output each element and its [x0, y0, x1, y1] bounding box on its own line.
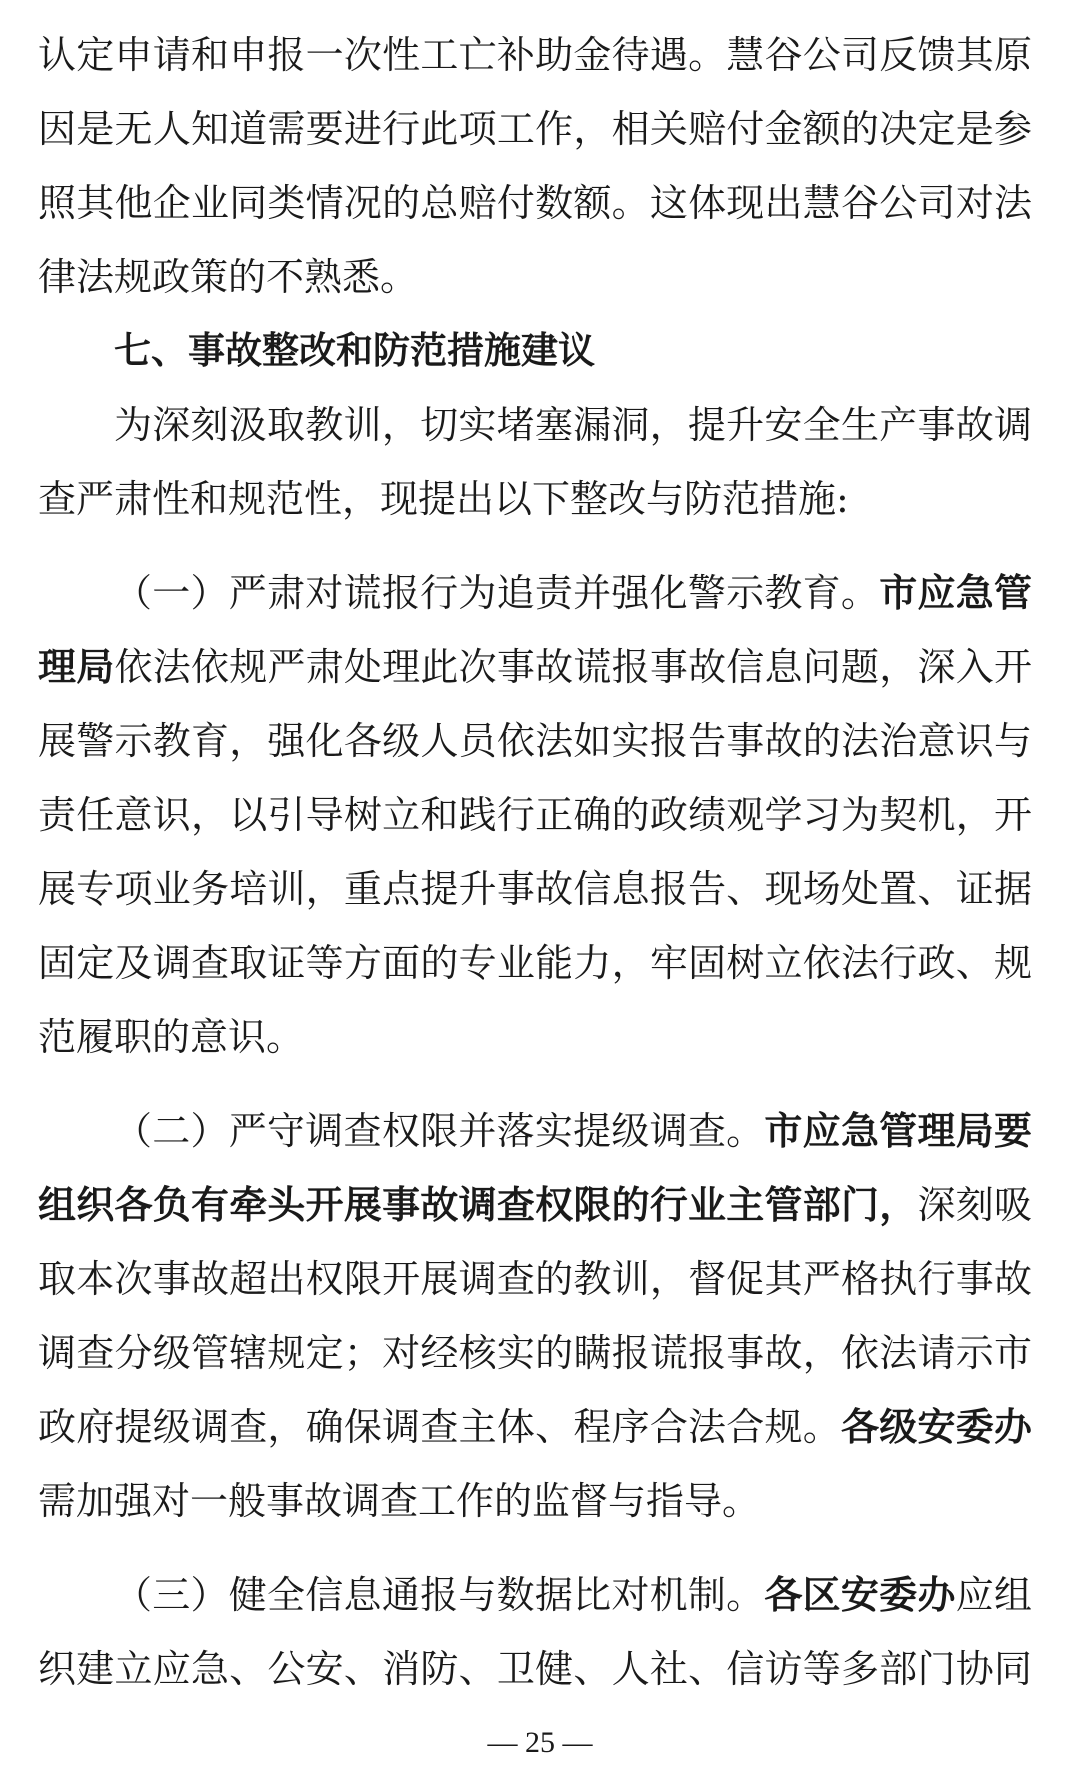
body-line: 认定申请和申报一次性工亡补助金待遇。慧谷公司反馈其原: [38, 33, 1032, 77]
body-text: 应组: [955, 1573, 1032, 1617]
body-line: 需加强对一般事故调查工作的监督与指导。: [38, 1479, 761, 1523]
body-line: 为深刻汲取教训，切实堵塞漏洞，提升安全生产事故调: [114, 403, 1032, 447]
item-one-heading-line: [38, 556, 1032, 630]
item-title-text: （一）严肃对谎报行为追责并强化警示教育。: [114, 571, 880, 615]
bold-subject: 市应急管理局要: [764, 1109, 1032, 1153]
section-heading: 七、事故整改和防范措施建议: [114, 329, 595, 372]
body-line: 查严肃性和规范性，现提出以下整改与防范措施:: [38, 477, 849, 521]
bold-subject: 组织各负有牵头开展事故调查权限的行业主管部门，: [38, 1183, 918, 1227]
body-line: [38, 1168, 1032, 1242]
body-line: 取本次事故超出权限开展调查的教训，督促其严格执行事故: [38, 1257, 1032, 1301]
body-text: 政府提级调查，确保调查主体、程序合法合规。: [38, 1405, 842, 1449]
bold-subject: 理局: [38, 645, 115, 689]
item-three-heading-line: [38, 1558, 1032, 1632]
body-line: 责任意识，以引导树立和践行正确的政绩观学习为契机，开: [38, 793, 1032, 837]
body-line: 律法规政策的不熟悉。: [38, 255, 419, 299]
bold-subject: 各级安委办: [841, 1405, 1032, 1449]
body-line: 因是无人知道需要进行此项工作，相关赔付金额的决定是参: [38, 107, 1032, 151]
bold-subject: 各区安委办: [764, 1573, 956, 1617]
item-title-text: （三）健全信息通报与数据比对机制。: [114, 1573, 765, 1617]
body-line: 照其他企业同类情况的总赔付数额。这体现出慧谷公司对法: [38, 181, 1032, 225]
body-line: 展警示教育，强化各级人员依法如实报告事故的法治意识与: [38, 719, 1032, 763]
body-line: 固定及调查取证等方面的专业能力，牢固树立依法行政、规: [38, 941, 1032, 985]
bold-subject: 市应急管: [879, 571, 1032, 615]
page-number: — 25 —: [487, 1726, 593, 1759]
body-text: 深刻吸: [917, 1183, 1032, 1227]
body-line: 织建立应急、公安、消防、卫健、人社、信访等多部门协同: [38, 1647, 1032, 1691]
item-two-heading-line: [38, 1094, 1032, 1168]
body-line: [38, 1390, 1032, 1464]
body-line: 调查分级管辖规定；对经核实的瞒报谎报事故，依法请示市: [38, 1331, 1032, 1375]
body-line: 展专项业务培训，重点提升事故信息报告、现场处置、证据: [38, 867, 1032, 911]
body-line: 范履职的意识。: [38, 1015, 305, 1059]
body-text: 依法依规严肃处理此次事故谎报事故信息问题，深入开: [114, 645, 1032, 689]
item-title-text: （二）严守调查权限并落实提级调查。: [114, 1109, 765, 1153]
document-body: [38, 18, 1032, 1706]
body-line: [38, 630, 1032, 704]
